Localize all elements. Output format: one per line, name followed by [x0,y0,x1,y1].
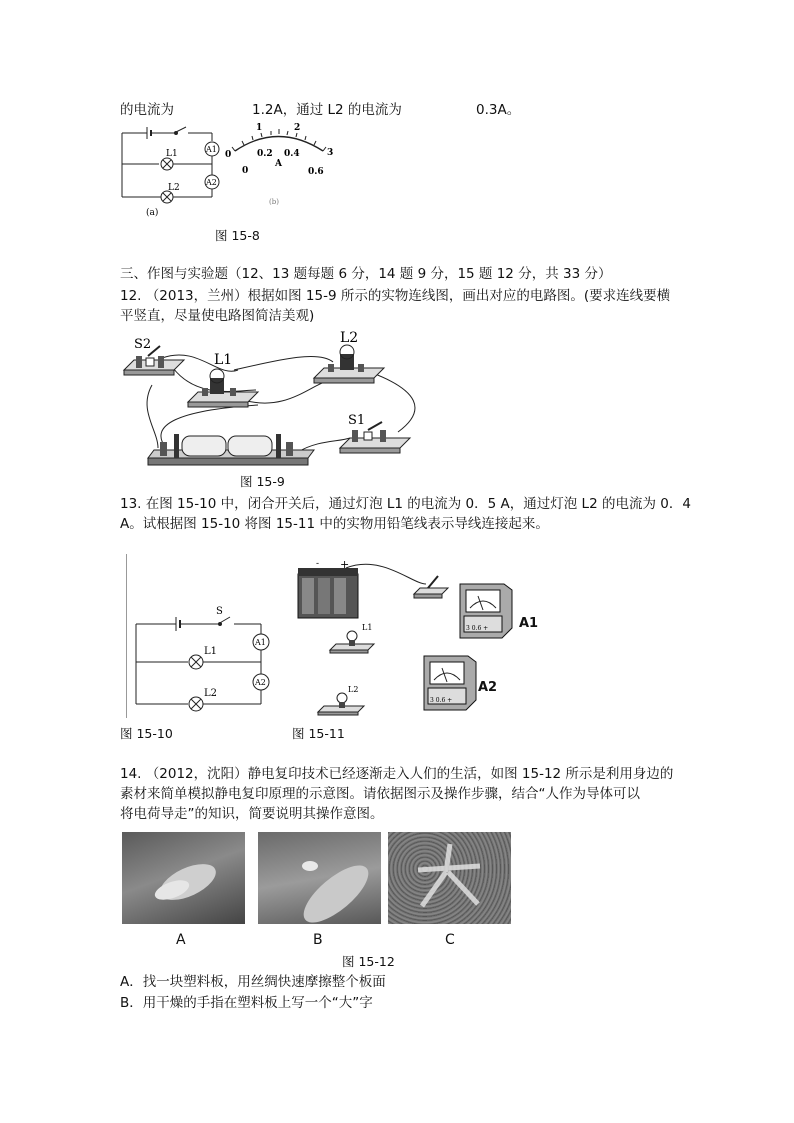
fig-15-9-caption: 图 15-9 [240,474,285,489]
dial-unit: A [275,159,282,169]
q14-text-line1: 14. （2012，沈阳）静电复印技术已经逐渐走入人们的生活，如图 15-12 所示是利用身边的 [120,766,674,782]
fig-15-10-caption: 图 15-10 [120,726,173,741]
circuit-a-l2-label: L2 [168,183,180,193]
figure-area-border [126,554,127,718]
dial-top-3: 3 [327,148,334,158]
q12-text-line1: 12. （2013，兰州）根据如图 15-9 所示的实物连线图，画出对应的电路图。(要求连线要横 [120,288,671,304]
circuit-a-a1-label: A1 [206,145,217,154]
q11-text-a: 的电流为 [120,102,174,118]
figure-15-10-circuit [130,598,280,718]
q14-text-line2: 素材来简单模拟静电复印原理的示意图。请依据图示及操作步骤，结合“人作为导体可以 [120,786,640,802]
q11-text-c: 0.3A。 [476,102,521,118]
l2-label: L2 [340,330,359,346]
photo-c-da-character [388,832,511,924]
section-3-heading: 三、作图与实验题（12、13 题每题 6 分，14 题 9 分，15 题 12 分，共 33 分） [120,266,612,282]
dial-bottom-0: 0 [242,166,249,176]
figure-15-9-physical-circuit [118,330,438,470]
circuit-l1-label: L1 [204,646,218,657]
dial-top-2: 2 [294,123,301,133]
s1-label: S1 [348,413,366,428]
ammeter-a2-tag: A2 [478,680,498,695]
ammeter-a1-scale: 3 0.6 + [466,625,489,632]
ammeter-a1-tag: A1 [519,616,539,631]
figure-15-8a-circuit [112,118,224,220]
dial-top-1: 1 [256,123,263,133]
fig-15-8-caption: 图 15-8 [215,228,260,243]
photo-b-finger-writing [258,832,381,924]
dial-bottom-0.6: 0.6 [308,167,324,177]
q13-text-line2: A。试根据图 15-10 将图 15-11 中的实物用铅笔线表示导线连接起来。 [120,516,549,532]
circuit-a1-label: A1 [255,638,266,647]
q14-step-a: A．找一块塑料板，用丝绸快速摩擦整个板面 [120,974,386,990]
fig-15-12-caption: 图 15-12 [342,954,395,969]
figure-15-11-components [292,554,542,720]
circuit-l2-label: L2 [204,688,218,699]
bulb-l2-label: L2 [348,685,359,694]
photo-label-c: C [445,932,455,948]
circuit-s-label: S [216,606,223,617]
s2-label: S2 [134,337,152,352]
dial-top-0: 0 [225,150,232,160]
circuit-a-a2-label: A2 [206,178,217,187]
q13-text-line1: 13. 在图 15-10 中，闭合开关后，通过灯泡 L1 的电流为 0．5 A，通过灯泡 L2 的电流为 0．4 [120,496,691,512]
bulb-l1-label: L1 [362,623,373,632]
l1-label: L1 [214,352,233,368]
circuit-a-l1-label: L1 [166,149,178,159]
q11-text-b: 1.2A，通过 L2 的电流为 [252,102,402,118]
ammeter-a2-scale: 3 0.6 + [430,697,453,704]
dial-bottom-0.4: 0.4 [284,149,300,159]
dial-bottom-0.2: 0.2 [257,149,273,159]
circuit-a-tag: (a) [146,208,159,218]
q14-text-line3: 将电荷导走”的知识，简要说明其操作意图。 [120,806,384,822]
photo-label-a: A [176,932,186,948]
q14-step-b: B．用干燥的手指在塑料板上写一个“大”字 [120,995,373,1011]
photo-a-rubbing [122,832,245,924]
battery-minus: - [316,559,320,569]
photo-label-b: B [313,932,323,948]
battery-plus: + [340,558,350,571]
q12-text-line2: 平竖直，尽量使电路图简洁美观) [120,308,315,324]
fig-15-11-caption: 图 15-11 [292,726,345,741]
figure-15-8b-ammeter-dial [222,118,340,210]
circuit-a2-label: A2 [255,678,266,687]
dial-tag: (b) [269,198,279,206]
